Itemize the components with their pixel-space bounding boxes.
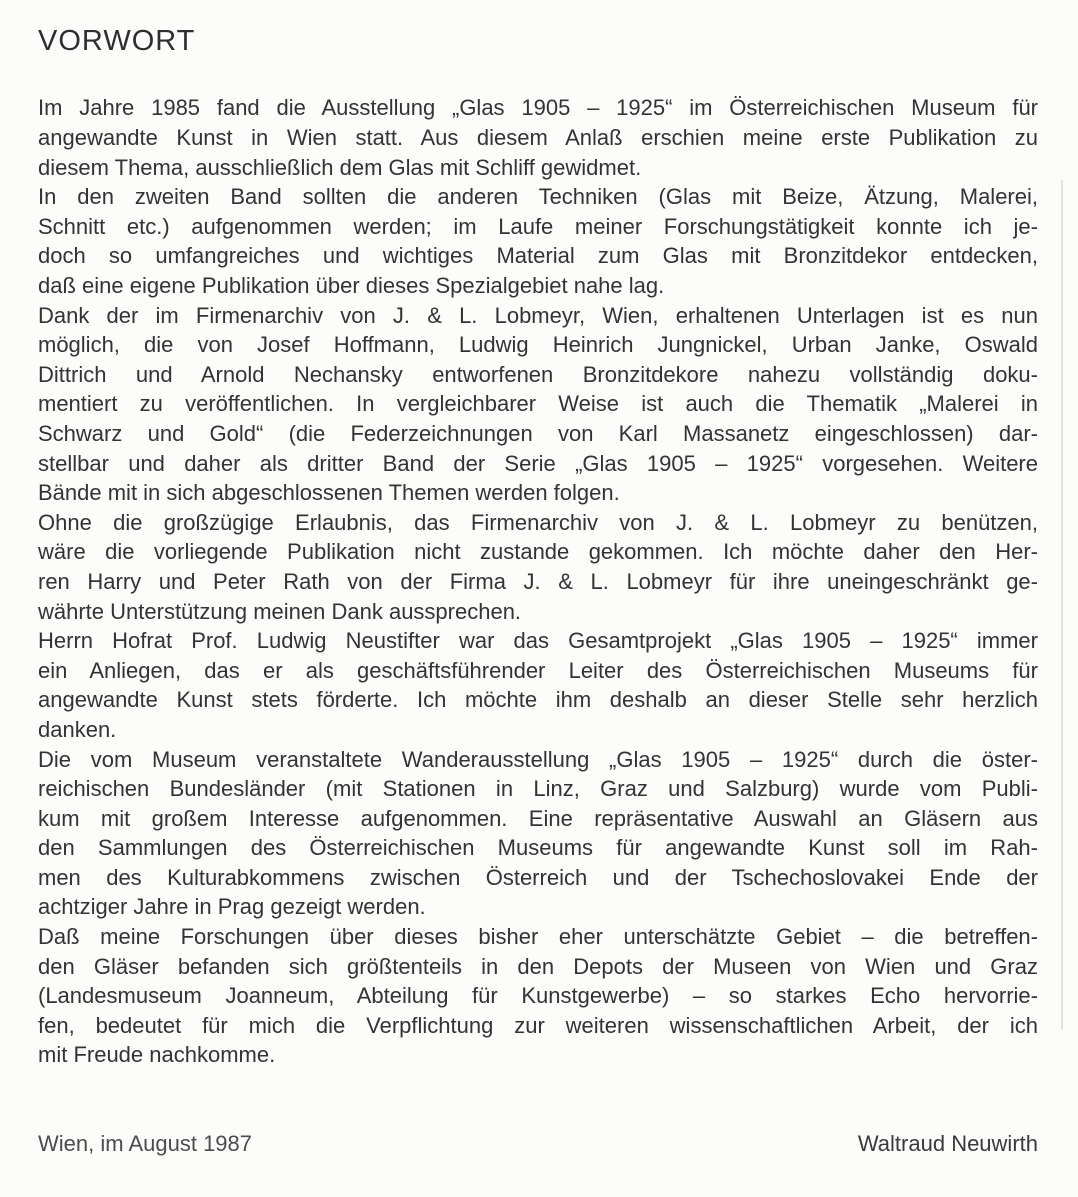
text-line: achtziger Jahre in Prag gezeigt werden.	[38, 894, 426, 920]
paragraph	[38, 301, 1038, 508]
text-line: (Landesmuseum Joanneum, Abteilung für Kunstgewerbe) – so starkes Echo hervorrie-	[38, 983, 1038, 1009]
text-line: Daß meine Forschungen über dieses bisher eher unterschätzte Gebiet – die betreffen-	[38, 924, 1038, 950]
text-line: den Gläser befanden sich größtenteils in den Depots der Museen von Wien und Graz	[38, 953, 1038, 979]
text-line: Schwarz und Gold“ (die Federzeichnungen von Karl Massanetz eingeschlossen) dar-	[38, 420, 1038, 446]
text-line: Dittrich und Arnold Nechansky entworfenen Bronzitdekore nahezu vollständig doku-	[38, 361, 1038, 387]
paragraph	[38, 745, 1038, 923]
footer-author: Waltraud Neuwirth	[857, 1131, 1038, 1157]
text-line: Ohne die großzügige Erlaubnis, das Firmenarchiv von J. & L. Lobmeyr zu benützen,	[38, 509, 1038, 535]
text-line: währte Unterstützung meinen Dank aussprechen.	[38, 598, 522, 624]
text-line: ren Harry und Peter Rath von der Firma J. & L. Lobmeyr für ihre uneingeschränkt ge-	[38, 568, 1038, 594]
paragraph	[38, 93, 1038, 182]
paragraph	[38, 182, 1038, 300]
text-line: Im Jahre 1985 fand die Ausstellung „Glas 1905 – 1925“ im Österreichischen Museum für	[38, 95, 1038, 121]
text-line: reichischen Bundesländer (mit Stationen in Linz, Graz und Salzburg) wurde vom Publi-	[38, 776, 1038, 802]
text-line: wäre die vorliegende Publikation nicht zustande gekommen. Ich möchte daher den Her-	[38, 539, 1038, 565]
text-line: stellbar und daher als dritter Band der Serie „Glas 1905 – 1925“ vorgesehen. Weitere	[38, 450, 1038, 476]
text-line: Dank der im Firmenarchiv von J. & L. Lobmeyr, Wien, erhaltenen Unterlagen ist es nun	[38, 302, 1038, 328]
text-line: Herrn Hofrat Prof. Ludwig Neustifter war das Gesamtprojekt „Glas 1905 – 1925“ immer	[38, 628, 1038, 654]
scan-edge-artifact	[1061, 180, 1063, 1030]
text-line: fen, bedeutet für mich die Verpflichtung zur weiteren wissenschaftlichen Arbeit, der ich	[38, 1012, 1038, 1038]
text-line: Bände mit in sich abgeschlossenen Themen werden folgen.	[38, 480, 620, 506]
text-line: mentiert zu veröffentlichen. In vergleichbarer Weise ist auch die Thematik „Malerei in	[38, 391, 1038, 417]
footer-place-date: Wien, im August 1987	[38, 1131, 253, 1157]
paragraph	[38, 922, 1038, 1070]
text-line: möglich, die von Josef Hoffmann, Ludwig Heinrich Jungnickel, Urban Janke, Oswald	[38, 332, 1038, 358]
text-line: mit Freude nachkomme.	[38, 1042, 276, 1068]
page-title: VORWORT	[38, 25, 196, 57]
text-line: danken.	[38, 716, 117, 742]
text-line: angewandte Kunst in Wien statt. Aus diesem Anlaß erschien meine erste Publikation zu	[38, 125, 1038, 151]
text-line: daß eine eigene Publikation über dieses Spezialgebiet nahe lag.	[38, 273, 665, 298]
text-line: doch so umfangreiches und wichtiges Material zum Glas mit Bronzitdekor entdecken,	[38, 243, 1038, 269]
text-line: men des Kulturabkommens zwischen Österreich und der Tschechoslovakei Ende der	[38, 864, 1038, 890]
text-line: Schnitt etc.) aufgenommen werden; im Laufe meiner Forschungstätigkeit konnte ich je-	[38, 213, 1038, 239]
text-line: diesem Thema, ausschließlich dem Glas mit Schliff gewidmet.	[38, 154, 642, 180]
preface-body	[38, 93, 1038, 1070]
paragraph	[38, 508, 1038, 626]
footer	[38, 1131, 1038, 1157]
text-line: Die vom Museum veranstaltete Wanderausstellung „Glas 1905 – 1925“ durch die öster-	[38, 746, 1038, 772]
text-line: kum mit großem Interesse aufgenommen. Eine repräsentative Auswahl an Gläsern aus	[38, 805, 1038, 831]
text-line: angewandte Kunst stets förderte. Ich möchte ihm deshalb an dieser Stelle sehr herzlich	[38, 687, 1038, 713]
text-line: In den zweiten Band sollten die anderen Techniken (Glas mit Beize, Ätzung, Malerei,	[38, 184, 1038, 210]
text-line: ein Anliegen, das er als geschäftsführender Leiter des Österreichischen Museums für	[38, 657, 1038, 683]
paragraph	[38, 626, 1038, 744]
text-line: den Sammlungen des Österreichischen Museums für angewandte Kunst soll im Rah-	[38, 835, 1038, 861]
